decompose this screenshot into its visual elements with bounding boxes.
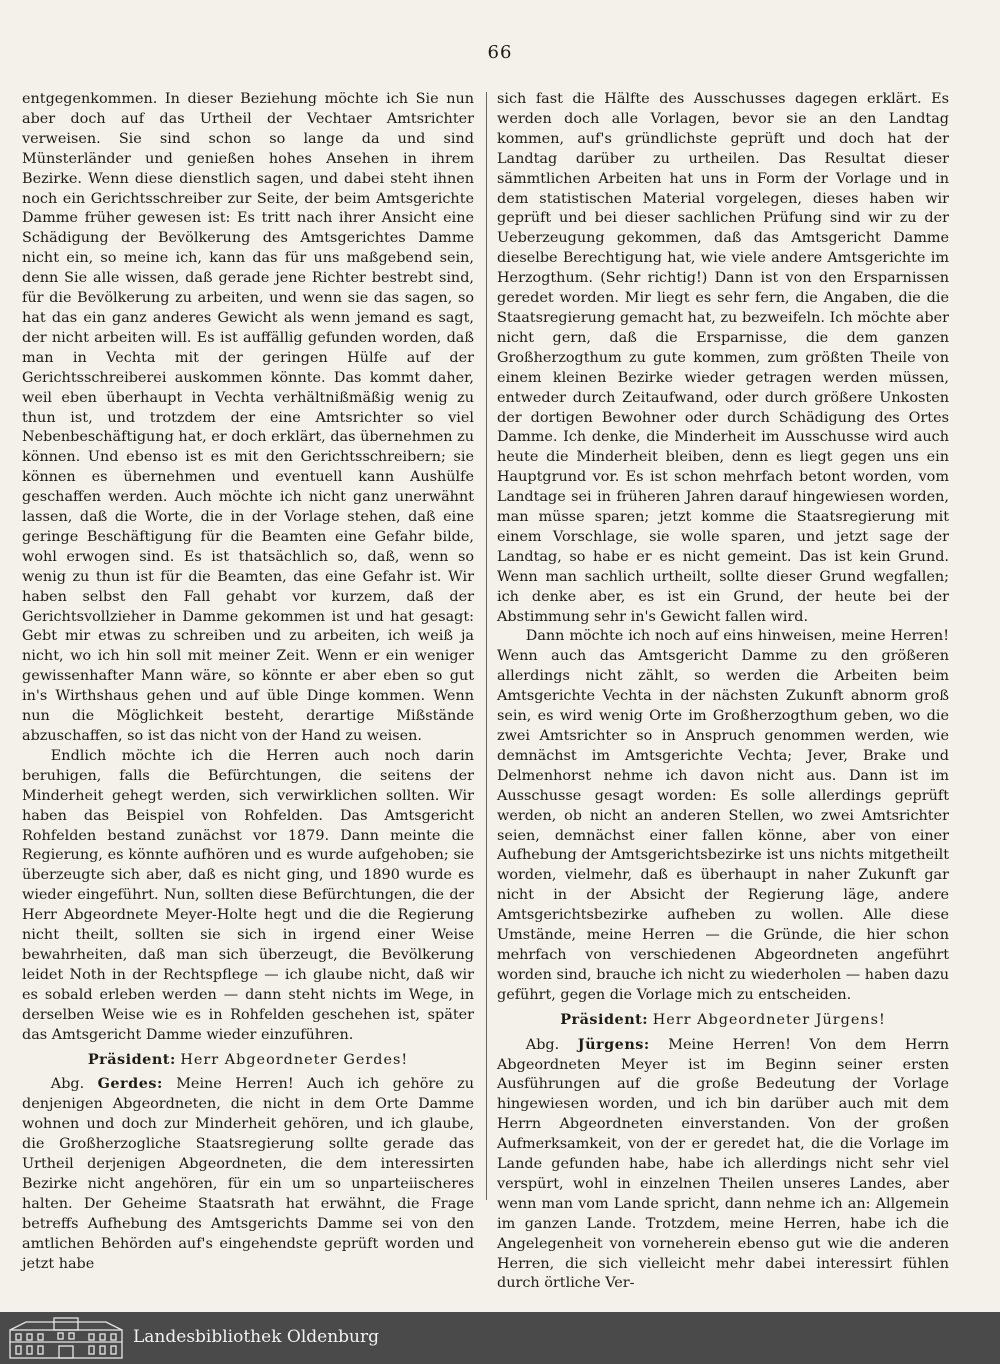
right-paragraph-2: Dann möchte ich noch auf eins hinweisen, meine Herren! Wenn auch das Amtsgericht Damme zu den größeren allerdings nicht zählt, so werden die Arbeiten beim Amtsgerichte Vechta in der nächsten Zukunft abnorm groß sein, es wird wenig Orte im Großherzogthum geben, wo die zwei Amtsrichter so in Anspruch genommen werden, wie demnächst im Amtsgerichte Vechta; Jever, Brake und Delmenhorst nehme ich davon nicht aus. Dann ist im Ausschusse gesagt worden: Es solle allerdings geprüft werden, ob nicht an anderen Stellen, wo zwei Amtsrichter seien, demnächst einer fallen könne, aber von einer Aufhebung der Amtsgerichtsbezirke ist uns nichts mitgetheilt worden, vielmehr, daß es überhaupt in naher Zukunft gar nicht in der Absicht der Regierung läge, andere Amtsgerichtsbezirke aufheben zu wollen. Alle diese Umstände, meine Herren — die Gründe, die hier schon mehrfach von verschiedenen Abgeordneten angeführt worden sind, brauche ich nicht zu wiederholen — haben dazu geführt, gegen die Vorlage mich zu entscheiden.	[497, 628, 949, 1003]
president-call-gerdes	[22, 1050, 474, 1071]
president-label: Präsident:	[87, 1050, 176, 1068]
footer-bar	[0, 1312, 1000, 1364]
column-divider	[486, 92, 487, 1200]
speech-text-gerdes: Meine Herren! Auch ich gehöre zu denjenigen Abgeordneten, die nicht in dem Orte Damme wohnen und doch zur Minderheit gehören, und ich glaube, die Großherzogliche Staatsregierung sollte gerade das Urtheil derjenigen Abgeordneten, die dem interessirten Bezirke nicht angehören, für ein um so unparteiischeres halten. Der Geheime Staatsrath hat erwähnt, die Frage betreffs Aufhebung des Amtsgerichts Damme sei von den amtlichen Behörden auf's eingehendste geprüft worden und jetzt habe	[22, 1076, 475, 1272]
page-number: 66	[487, 42, 513, 63]
speech-juergens	[497, 1035, 949, 1295]
left-column	[22, 90, 475, 1272]
right-column	[497, 90, 950, 1292]
speaker-name-juergens: Jürgens:	[577, 1035, 650, 1053]
president-call-text: Herr Abgeordneter Gerdes!	[180, 1051, 409, 1068]
speech-gerdes	[22, 1074, 474, 1274]
speech-prefix: Abg.	[525, 1036, 560, 1053]
president-call-juergens	[497, 1010, 949, 1031]
president-call-text: Herr Abgeordneter Jürgens!	[652, 1011, 886, 1028]
left-paragraph-1: entgegenkommen. In dieser Beziehung möchte ich Sie nun aber doch auf das Urtheil der Vechtaer Amtsrichter verweisen. Sie sind schon so lange da und sind Münsterländer und genießen hohes Ansehen in ihrem Bezirke. Wenn diese dienstlich sagen, und dabei steht ihnen noch ein Gerichtsschreiber zur Seite, der beim Amtsgerichte Damme früher gewesen ist: Es tritt nach ihrer Ansicht eine Schädigung der Bevölkerung des Amtsgerichtes Damme nicht ein, so meine ich, kann das für uns maßgebend sein, denn Sie alle wissen, daß gerade jene Richter bestrebt sind, für die Bevölkerung zu arbeiten, und wenn sie das sagen, so hat das ein ganz anderes Gewicht als wenn jemand es sagt, der nicht arbeiten will. Es ist auffällig gefunden worden, daß man in Vechta mit der geringen Hülfe auf der Gerichtsschreiberei auskommen könnte. Das kommt daher, weil eben überhaupt in Vechta verhältnißmäßig wenig zu thun ist, und trotzdem der eine Amtsrichter so viel Nebenbeschäftigung hat, er doch erklärt, das übernehmen zu können. Und ebenso ist es mit den Gerichtsschreibern; sie können es übernehmen und eventuell kann Aushülfe geschaffen werden. Auch möchte ich nicht ganz unerwähnt lassen, daß die Worte, die in der Vorlage stehen, daß eine geringe Beschäftigung für die Beamten eine Gefahr bilde, wohl erwogen sind. Es ist thatsächlich so, daß, wenn so wenig zu thun ist für die Beamten, das eine Gefahr ist. Wir haben selbst den Fall gehabt vor kurzem, daß der Gerichtsvollzieher in Damme gekommen ist und hat gesagt: Gebt mir etwas zu schreiben und zu arbeiten, ich weiß ja nicht, wo ich hin soll mit meiner Zeit. Wenn er ein weniger gewissenhafter Mann wäre, so könnte er aber eben so gut in's Wirthshaus gehen und auf üble Dinge kommen. Wenn nun die Möglichkeit besteht, derartige Mißstände abzuschaffen, so ist das nicht von der Hand zu weisen.	[22, 91, 474, 744]
library-name: Landesbibliothek Oldenburg	[133, 1327, 380, 1347]
library-building-icon	[6, 1316, 126, 1360]
left-paragraph-2: Endlich möchte ich die Herren auch noch darin beruhigen, falls die Befürchtungen, die seitens der Minderheit gehegt werden, sich verwirklichen sollten. Wir haben das Beispiel von Rohfelden. Das Amtsgericht Rohfelden bestand zunächst vor 1879. Dann meinte die Regierung, es könnte aufhören und es wurde aufgehoben; sie überzeugte sich aber, daß es nicht ging, und 1890 wurde es wieder eingeführt. Nun, sollten diese Befürchtungen, die der Herr Abgeordnete Meyer-Holte hegt und die die Regierung nicht theilt, sollten sie sich in irgend einer Weise bewahrheiten, daß man sich überzeugt, die Bevölkerung leidet Noth in der Rechtspflege — ich glaube nicht, daß wir es sobald erleben werden — dann steht nichts im Wege, in derselben Weise wie es in Rohfelden geschehen ist, später das Amtsgericht Damme wieder einzuführen.	[22, 747, 474, 1043]
president-label: Präsident:	[560, 1010, 649, 1028]
speech-text-juergens: Meine Herren! Von dem Herrn Abgeordneten Meyer ist im Beginn seiner ersten Ausführungen auf die große Bedeutung der Vorlage hingewiesen worden, und ich bin darüber auch mit dem Herrn Abgeordneten einverstanden. Von der großen Aufmerksamkeit, von der er geredet hat, die die Vorlage im Lande gefunden habe, habe ich allerdings nicht sehr viel verspürt, wohl in einzelnen Theilen unseres Landes, aber wenn man vom Lande spricht, dann nehme ich an: Allgemein im ganzen Lande. Trotzdem, meine Herren, habe ich die Angelegenheit von vorneherein ebenso gut wie die anderen Herren, die sich vielleicht mehr dabei interessirt fühlen durch örtliche Ver-	[497, 1036, 950, 1292]
speech-prefix: Abg.	[50, 1076, 85, 1093]
speaker-name-gerdes: Gerdes:	[97, 1075, 163, 1093]
right-paragraph-1: sich fast die Hälfte des Ausschusses dagegen erklärt. Es werden doch alle Vorlagen, bevor sie an den Landtag kommen, auf's gründlichste geprüft und doch hat der Landtag darüber zu urtheilen. Das Resultat dieser sämmtlichen Arbeiten hat uns in Form der Vorlage und in dem statistischen Material vorgelegen, dieses haben wir geprüft und bei dieser sachlichen Prüfung sind wir zu der Ueberzeugung gekommen, daß das Amtsgericht Damme dieselbe Berechtigung hat, wie viele andere Amtsgerichte im Herzogthum. (Sehr richtig!) Dann ist von den Ersparnissen geredet worden. Mir liegt es sehr fern, die Angaben, die die Staatsregierung gemacht hat, zu bezweifeln. Ich möchte aber nicht gern, daß die Ersparnisse, die dem ganzen Großherzogthum zu gute kommen, zum größten Theile von einem kleinen Bezirke wieder getragen werden müssen, entweder durch Zeitaufwand, oder durch größere Unkosten der dortigen Bewohner oder durch Schädigung des Ortes Damme. Ich denke, die Minderheit im Ausschusse wird auch heute die Minderheit bleiben, denn es liegt gegen uns ein Hauptgrund vor. Es ist schon mehrfach betont worden, vom Landtage sei in früheren Jahren darauf hingewiesen worden, man müsse sparen; jetzt komme die Staatsregierung mit einem Vorschlage, sie wolle sparen, und jetzt sage der Landtag, so habe er es nicht gemeint. Das ist kein Grund. Wenn man sachlich urtheilt, sollte dieser Grund wegfallen; ich denke aber, es ist ein Grund, der heute bei der Abstimmung sehr in's Gewicht fallen wird.	[497, 91, 949, 625]
